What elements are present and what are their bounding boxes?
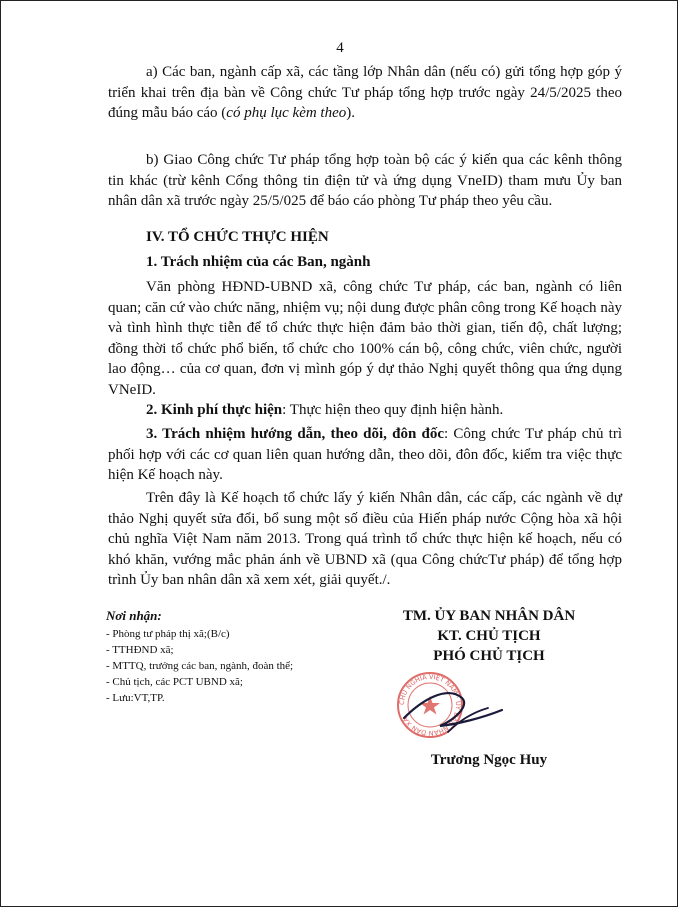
- section-3-label: 3. Trách nhiệm hướng dẫn, theo dõi, đôn đốc: [146, 426, 444, 442]
- paragraph-a: [108, 62, 622, 124]
- official-seal-icon: [392, 660, 512, 750]
- section-3-paragraph: [108, 424, 622, 486]
- paragraph-a-italic: có phụ lục kèm theo: [226, 105, 347, 121]
- page-number: 4: [336, 40, 344, 56]
- signature-line-3: PHÓ CHỦ TỊCH: [433, 648, 545, 664]
- section-2-label: 2. Kinh phí thực hiện: [146, 402, 283, 418]
- paragraph-a-text: a) Các ban, ngành cấp xã, các tầng lớp Nhân dân (nếu có) gửi tổng hợp góp ý triển khai trên địa bàn về Công chức Tư pháp tổng hợp trước ngày 24/5/2025 theo đúng mẫu báo cáo (: [108, 64, 622, 121]
- paragraph-1: Văn phòng HĐND-UBND xã, công chức Tư pháp, các ban, ngành có liên quan; căn cứ vào chức năng, nhiệm vụ; nội dung được phân công trong Kế hoạch này và tình hình thực tiễn để tổ chức thực hiện đảm bảo thời gian, tiến độ, chất lượng; đồng thời tổ chức phổ biến, tổ chức cho 100% cán bộ, công chức, viên chức, người lao động… của cơ quan, đơn vị mình góp ý dự thảo Nghị quyết thông qua ứng dụng VNeID.: [108, 279, 622, 398]
- signature-line-2: KT. CHỦ TỊCH: [437, 628, 541, 644]
- recipient-item: - Chủ tịch, các PCT UBND xã;: [106, 676, 243, 688]
- section-iv-heading: IV. TỔ CHỨC THỰC HIỆN: [146, 229, 329, 245]
- section-2-text: : Thực hiện theo quy định hiện hành.: [282, 402, 504, 418]
- recipient-item: - MTTQ, trưởng các ban, ngành, đoàn thể;: [106, 660, 294, 672]
- section-3-text: : Công chức Tư pháp chủ trì phối hợp với các cơ quan liên quan hướng dẫn, theo dõi, đôn đốc, kiểm tra việc thực hiện Kế hoạch này.: [108, 426, 622, 483]
- recipient-item: - Phòng tư pháp thị xã;(B/c): [106, 628, 230, 640]
- recipient-item: - TTHĐND xã;: [106, 644, 174, 656]
- signature-block: [374, 606, 604, 666]
- closing-paragraph: Trên đây là Kế hoạch tổ chức lấy ý kiến Nhân dân, các cấp, các ngành về dự thảo Nghị quyết sửa đổi, bổ sung một số điều của Hiến pháp nước Cộng hòa xã hội chủ nghĩa Việt Nam năm 2013. Trong quá trình tổ chức thực hiện kế hoạch, nếu có khó khăn, vướng mắc phản ánh về UBND xã (qua Công chứcTư pháp) để tổng hợp trình Ủy ban nhân dân xã xem xét, giải quyết./.: [108, 490, 622, 588]
- paragraph-b: b) Giao Công chức Tư pháp tổng hợp toàn bộ các ý kiến qua các kênh thông tin khác (trừ kênh Cổng thông tin điện tử và ứng dụng VneID) tham mưu Ủy ban nhân dân xã trước ngày 25/5/025 để báo cáo phòng Tư pháp theo yêu cầu.: [108, 152, 622, 209]
- seal-text: CHỦ NGHĨA VIỆT NAM · ỦY BAN NHÂN DÂN XÃ: [397, 672, 463, 738]
- recipients-block: [106, 608, 356, 706]
- recipients-title: Nơi nhận:: [106, 608, 162, 623]
- section-1-heading: 1. Trách nhiệm của các Ban, ngành: [146, 254, 371, 270]
- recipient-item: - Lưu:VT,TP.: [106, 692, 165, 704]
- signature-line-1: TM. ỦY BAN NHÂN DÂN: [402, 608, 576, 624]
- section-2-paragraph: [108, 400, 622, 421]
- paragraph-a-end: ).: [346, 105, 356, 121]
- signer-name: Trương Ngọc Huy: [430, 752, 548, 768]
